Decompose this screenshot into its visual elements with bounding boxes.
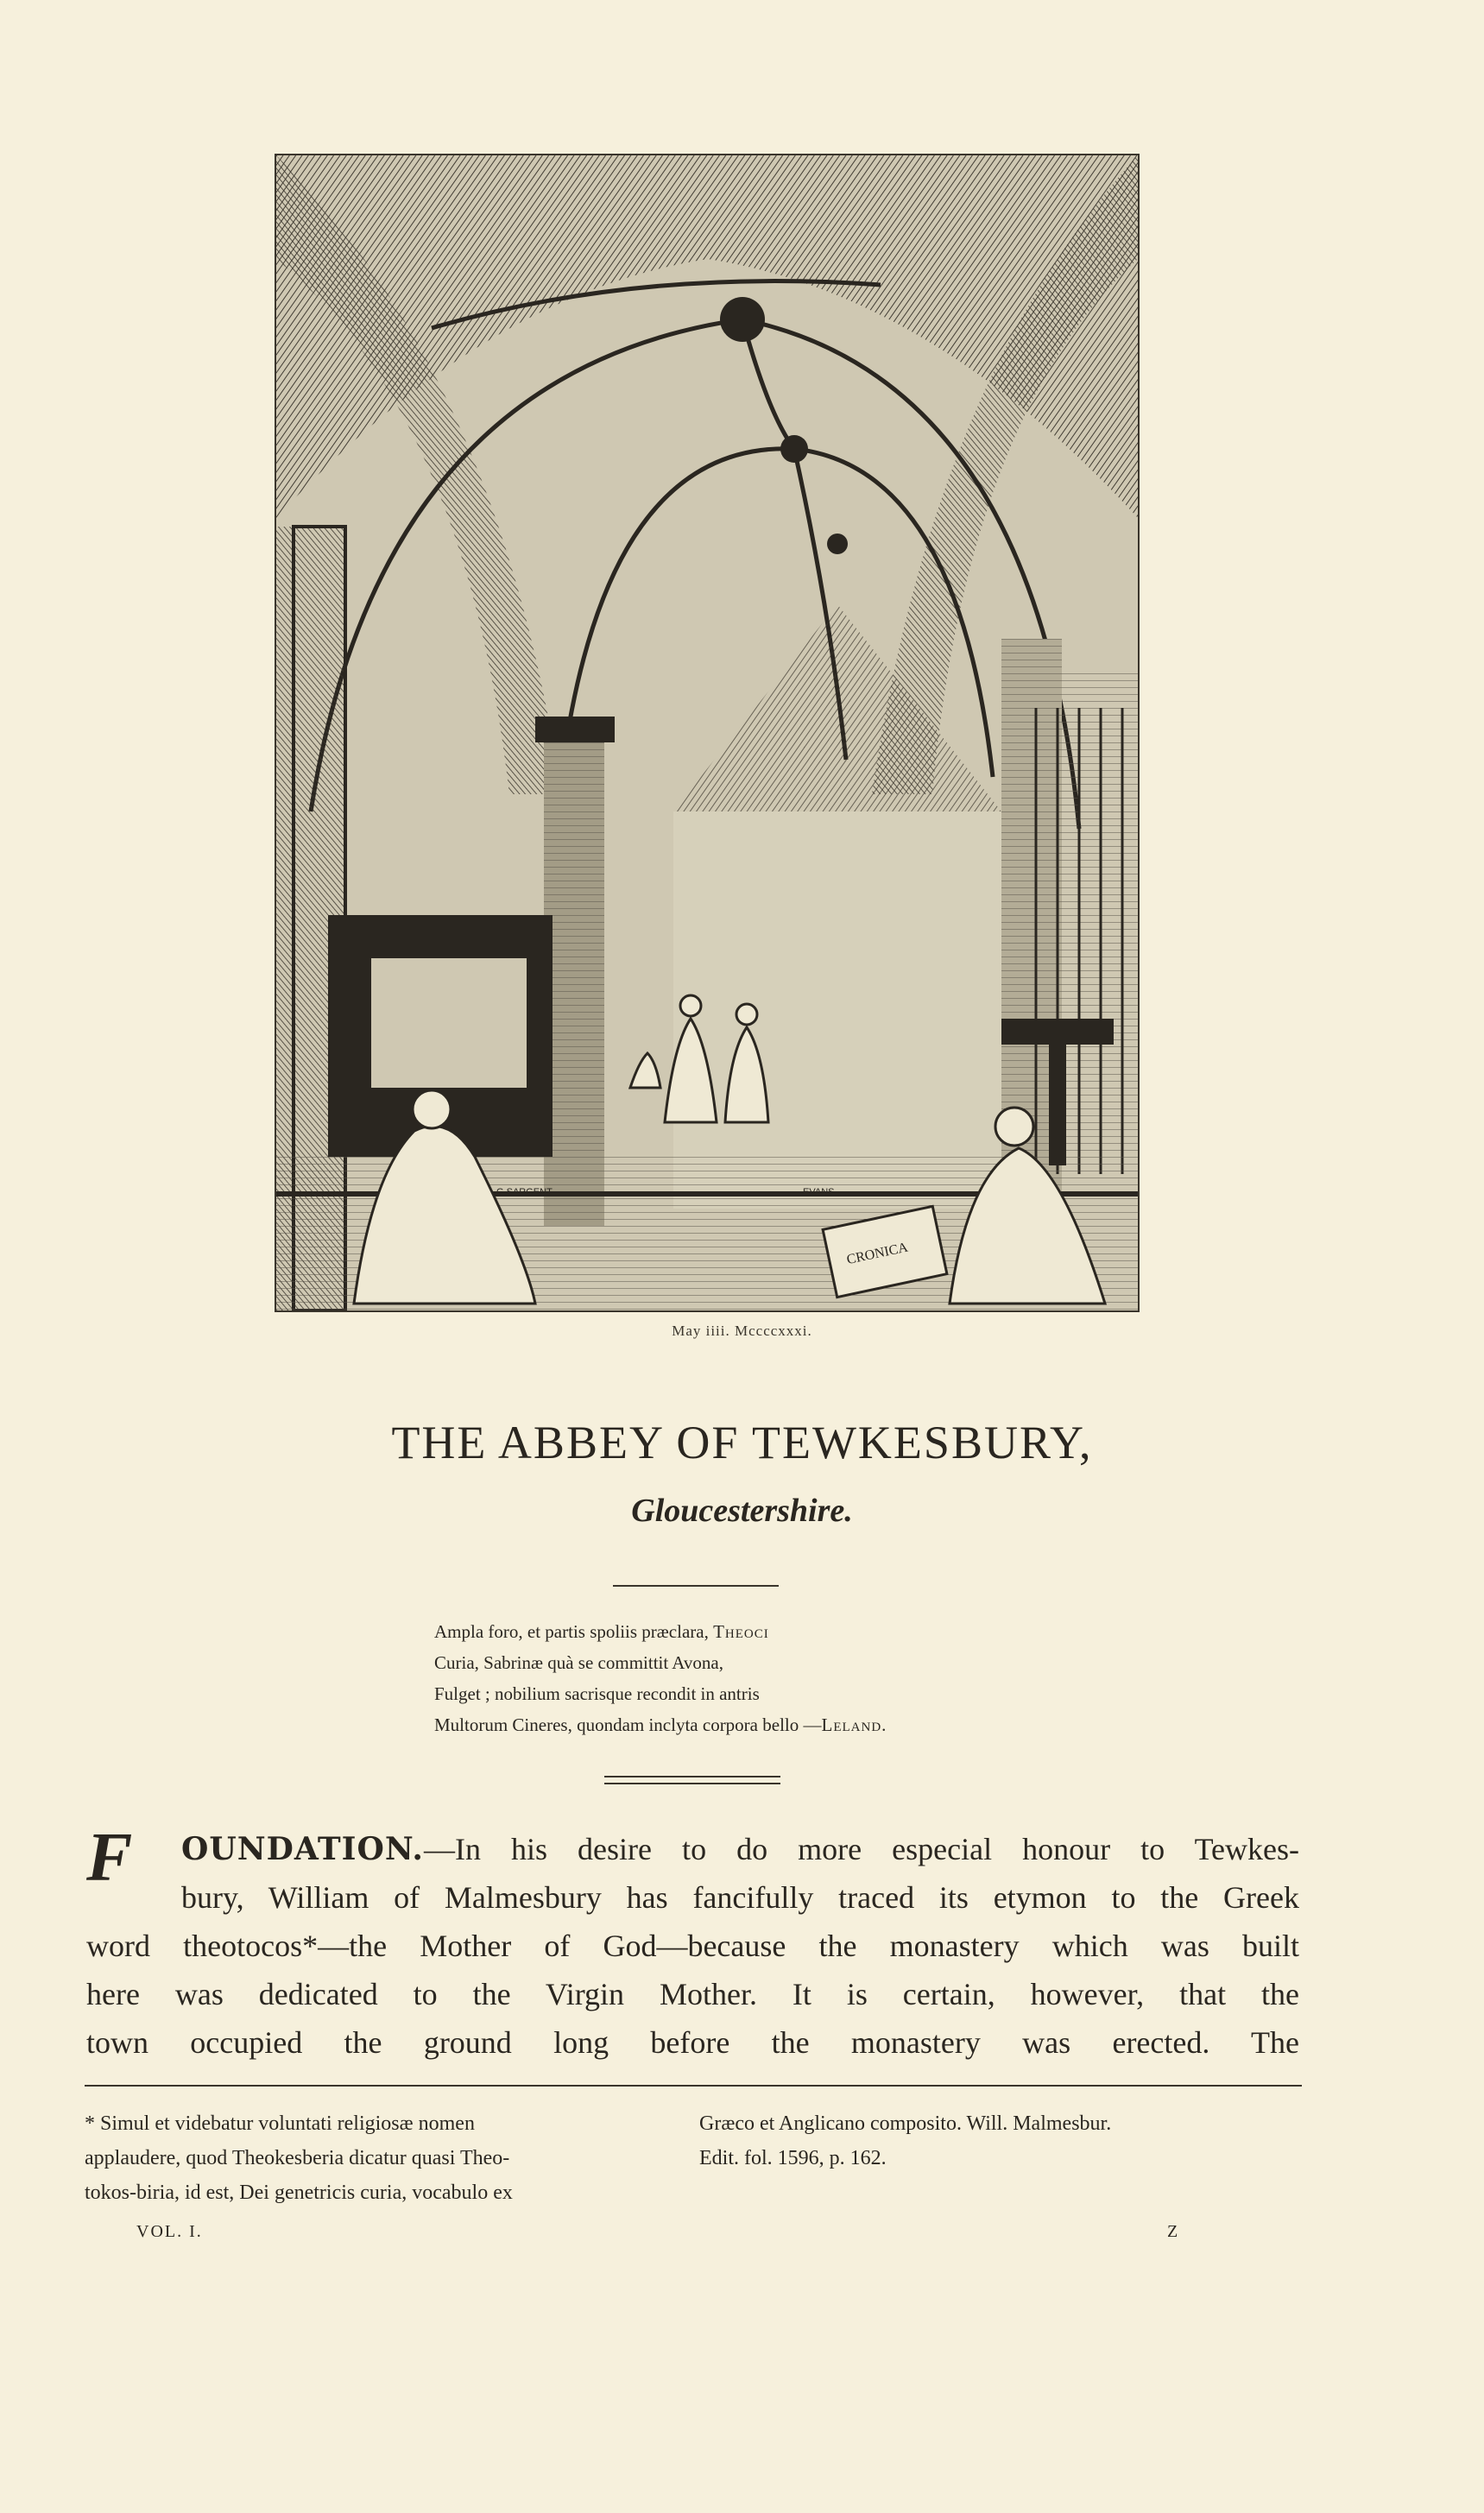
footnote-line: applaudere, quod Theokesberia dicatur quasi Theo-: [85, 2147, 510, 2169]
footnote-line: Edit. fol. 1596, p. 162.: [699, 2147, 887, 2169]
verse-line-2: Curia, Sabrinæ quà se committit Avona,: [434, 1652, 723, 1673]
verse-author-leland: Leland.: [821, 1714, 887, 1735]
body-line-5: town occupied the ground long before the monastery was erected. The: [86, 2025, 1299, 2060]
body-line-4: here was dedicated to the Virgin Mother. It is certain, however, that the: [86, 1977, 1299, 2011]
engraver-signature-left: G.SARGENT: [496, 1187, 553, 1197]
page-subtitle: Gloucestershire.: [631, 1493, 853, 1529]
body-line-2: bury, William of Malmesbury has fancifully traced its etymon to the Greek: [181, 1880, 1299, 1915]
double-rule: [604, 1776, 780, 1784]
footnote-line: * Simul et videbatur voluntati religiosæ nomen: [85, 2112, 475, 2135]
page-title: THE ABBEY OF TEWKESBURY,: [391, 1417, 1093, 1468]
epigraph-verse: [434, 1616, 1125, 1740]
engraving-plate: [275, 154, 1140, 1312]
abbey-interior-engraving: [276, 155, 1138, 1310]
verse-line-1: Ampla foro, et partis spoliis præclara, Theoci: [434, 1621, 769, 1642]
footnote-line: Græco et Anglicano composito. Will. Malmesbur.: [699, 2112, 1112, 2135]
drop-capital: F: [86, 1820, 133, 1896]
body-line-1: OUNDATION.—In his desire to do more especial honour to Tewkes-: [181, 1831, 1299, 1867]
verse-line-4: Multorum Cineres, quondam inclyta corpora bello —Leland.: [434, 1714, 887, 1735]
body-line-3: word theotocos*—the Mother of God—because the monastery which was built: [86, 1929, 1299, 1963]
engraver-signature-right: EVANS: [803, 1187, 835, 1197]
plate-caption: May iiii. Mccccxxxi.: [672, 1323, 812, 1339]
gathering-mark: Z: [1167, 2222, 1178, 2241]
body-paragraph: [86, 1820, 1299, 2067]
verse-line-3: Fulget ; nobilium sacrisque recondit in antris: [434, 1683, 760, 1704]
volume-signature: VOL. I.: [136, 2222, 203, 2241]
footnote-right-column: [699, 2106, 1304, 2175]
footnote-rule: [85, 2085, 1302, 2087]
section-heading-word: OUNDATION.: [181, 1831, 424, 1867]
footnote-left-column: [85, 2106, 672, 2210]
footnote-line: tokos-biria, id est, Dei genetricis curia, vocabulo ex: [85, 2182, 513, 2204]
divider-rule: [613, 1585, 779, 1587]
scroll-text: CRONICA: [845, 1240, 910, 1268]
verse-author-theoci: Theoci: [713, 1621, 769, 1642]
